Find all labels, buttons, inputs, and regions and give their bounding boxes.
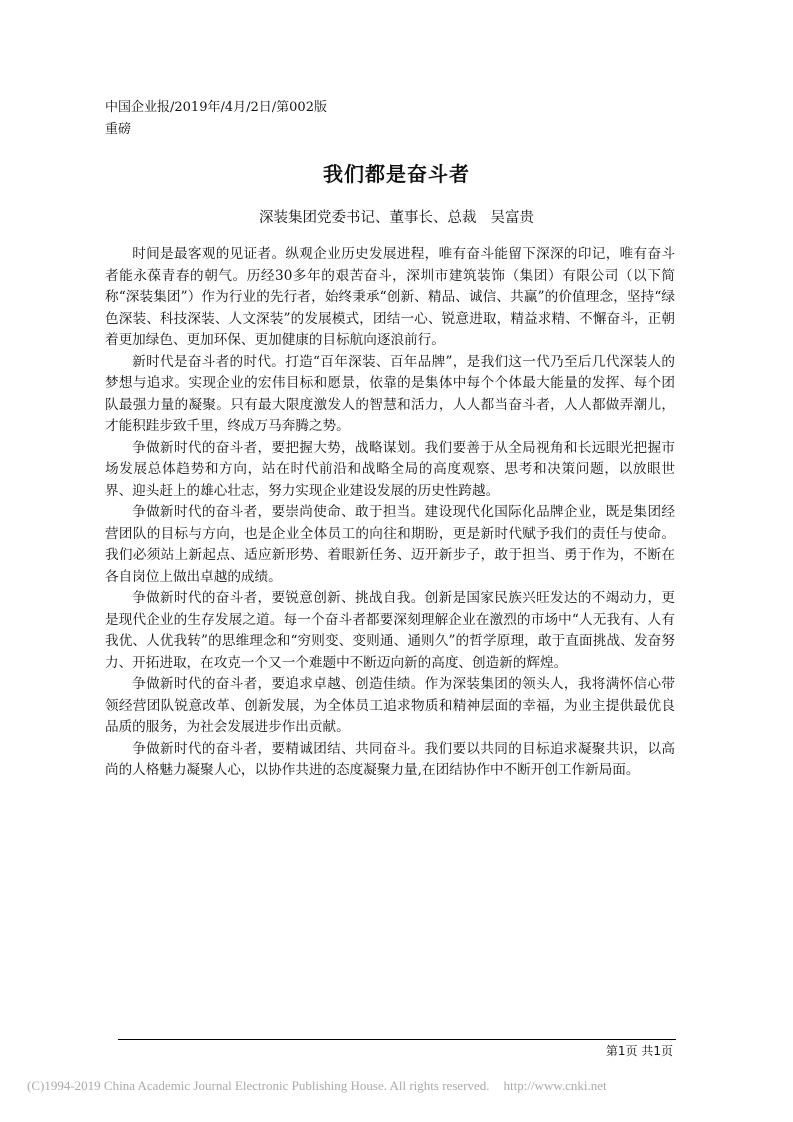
paragraph: 争做新时代的奋斗者，要追求卓越、创造佳绩。作为深装集团的领头人，我将满怀信心带领经营团队锐意改革、创新发展，为全体员工追求物质和精神层面的幸福，为业主提供最优良品质的服务，为社会发展进步作出贡献。	[105, 676, 675, 735]
publication-meta	[105, 97, 327, 141]
section-label: 重磅	[105, 122, 132, 137]
article-title: 我们都是奋斗者	[323, 162, 470, 186]
copyright-text: (C)1994-2019 China Academic Journal Electronic Publishing House. All rights reserved.	[27, 1078, 490, 1093]
footer-divider	[118, 1039, 676, 1040]
byline	[0, 206, 793, 227]
cnki-link[interactable]: http://www.cnki.net	[503, 1078, 607, 1093]
source-line: 中国企业报/2019年/4月/2日/第002版	[105, 100, 327, 115]
paragraph: 争做新时代的奋斗者，要崇尚使命、敢于担当。建设现代化国际化品牌企业，既是集团经营团队的目标与方向，也是企业全体员工的向往和期盼，更是新时代赋予我们的责任与使命。我们必须站上新起点、适应新形势、着眼新任务、迈开新步子，敢于担当、勇于作为，不断在各自岗位上做出卓越的成绩。	[105, 504, 675, 585]
paragraph: 时间是最客观的见证者。纵观企业历史发展进程，唯有奋斗能留下深深的印记，唯有奋斗者能永葆青春的朝气。历经30多年的艰苦奋斗，深圳市建筑装饰（集团）有限公司（以下简称“深装集团”）作为行业的先行者，始终秉承“创新、精品、诚信、共赢”的价值理念，坚持“绿色深装、科技深装、人文深装”的发展模式，团结一心、锐意进取，精益求精、不懈奋斗，正朝着更加绿色、更加环保、更加健康的目标航向逐浪前行。	[105, 246, 675, 348]
paragraph: 争做新时代的奋斗者，要精诚团结、共同奋斗。我们要以共同的目标追求凝聚共识，以高尚的人格魅力凝聚人心，以协作共进的态度凝聚力量,在团结协作中不断开创工作新局面。	[105, 740, 675, 778]
paragraph: 争做新时代的奋斗者，要把握大势，战略谋划。我们要善于从全局视角和长远眼光把握市场发展总体趋势和方向，站在时代前沿和战略全局的高度观察、思考和决策问题，以放眼世界、迎头赶上的雄心壮志，努力实现企业建设发展的历史性跨越。	[105, 439, 675, 499]
paragraph: 争做新时代的奋斗者，要锐意创新、挑战自我。创新是国家民族兴旺发达的不竭动力，更是现代企业的生存发展之道。每一个奋斗者都要深刻理解企业在激烈的市场中“人无我有、人有我优、人优我转”的思维理念和“穷则变、变则通、通则久”的哲学原理，敢于直面挑战、发奋努力、开拓进取，在攻克一个又一个难题中不断迈向新的高度、创造新的辉煌。	[105, 590, 675, 671]
article-body	[105, 244, 675, 782]
page-number: 第1页 共1页	[605, 1044, 673, 1058]
author-name: 吴富贵	[490, 210, 534, 226]
paragraph: 新时代是奋斗者的时代。打造“百年深装、百年品牌”，是我们这一代乃至后几代深装人的梦想与追求。实现企业的宏伟目标和愿景，依靠的是集体中每个个体最大能量的发挥、每个团队最强力量的凝聚。只有最大限度激发人的智慧和活力，人人都当奋斗者，人人都做弄潮儿，才能积跬步致千里，终成万马奔腾之势。	[105, 353, 675, 434]
copyright-notice	[27, 1078, 607, 1094]
author-role: 深装集团党委书记、董事长、总裁	[259, 210, 477, 226]
